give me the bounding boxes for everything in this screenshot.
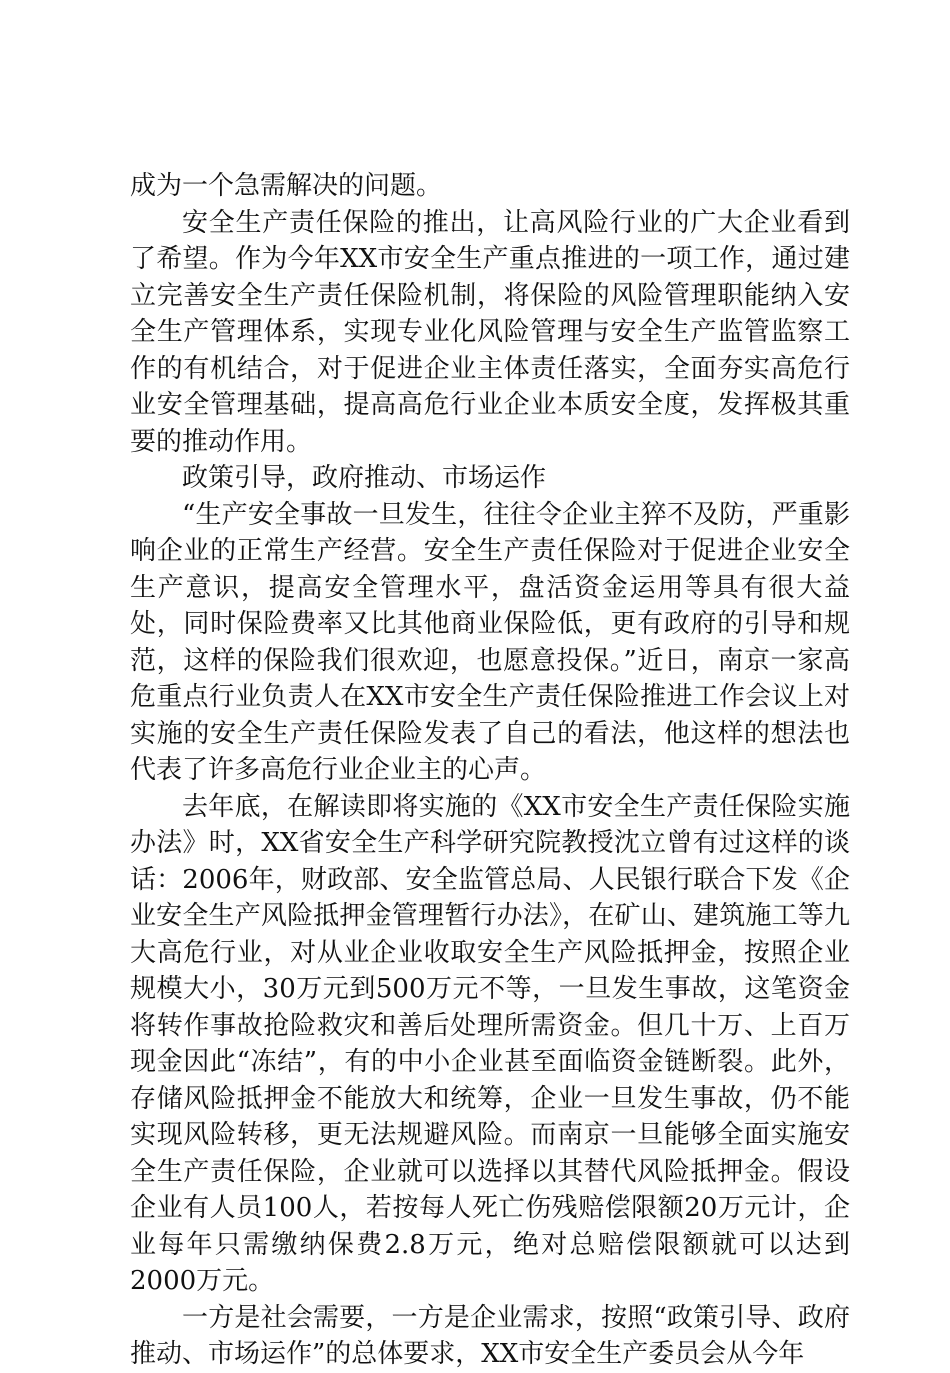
paragraph-quote: “生产安全事故一旦发生，往往令企业主猝不及防，严重影响企业的正常生产经营。安全生产责任保险对于促进企业安全生产意识，提高安全管理水平，盘活资金运用等具有很大益处，同时保险费率又比其他商业保险低，更有政府的引导和规范，这样的保险我们很欢迎，也愿意投保。”近日，南京一家高危重点行业负责人在XX市安全生产责任保险推进工作会议上对实施的安全生产责任保险发表了自己的看法，他这样的想法也代表了许多高危行业企业主的心声。	[130, 499, 850, 785]
paragraph-insurance-intro: 安全生产责任保险的推出，让高风险行业的广大企业看到了希望。作为今年XX市安全生产重点推进的一项工作，通过建立完善安全生产责任保险机制，将保险的风险管理职能纳入安全生产管理体系，实现专业化风险管理与安全生产监管监察工作的有机结合，对于促进企业主体责任落实，全面夯实高危行业安全管理基础，提高高危行业企业本质安全度，发挥极其重要的推动作用。	[130, 207, 850, 457]
paragraph-requirements: 一方是社会需要，一方是企业需求，按照“政策引导、政府推动、市场运作”的总体要求，XX市安全生产委员会从今年	[130, 1302, 850, 1369]
paragraph-expert-interview: 去年底，在解读即将实施的《XX市安全生产责任保险实施办法》时，XX省安全生产科学研究院教授沈立曾有过这样的谈话：2006年，财政部、安全监管总局、人民银行联合下发《企业安全生产风险抵押金管理暂行办法》，在矿山、建筑施工等九大高危行业，对从业企业收取安全生产风险抵押金，按照企业规模大小，30万元到500万元不等，一旦发生事故，这笔资金将转作事故抢险救灾和善后处理所需资金。但几十万、上百万现金因此“冻结”，有的中小企业甚至面临资金链断裂。此外，存储风险抵押金不能放大和统筹，企业一旦发生事故，仍不能实现风险转移，更无法规避风险。而南京一旦能够全面实施安全生产责任保险，企业就可以选择以其替代风险抵押金。假设企业有人员100人，若按每人死亡伤残赔偿限额20万元计，企业每年只需缴纳保费2.8万元，绝对总赔偿限额就可以达到2000万元。	[130, 791, 850, 1296]
section-heading-policy: 政策引导，政府推动、市场运作	[182, 463, 547, 493]
paragraph-continuation: 成为一个急需解决的问题。	[130, 171, 443, 201]
document-body	[130, 168, 850, 1373]
